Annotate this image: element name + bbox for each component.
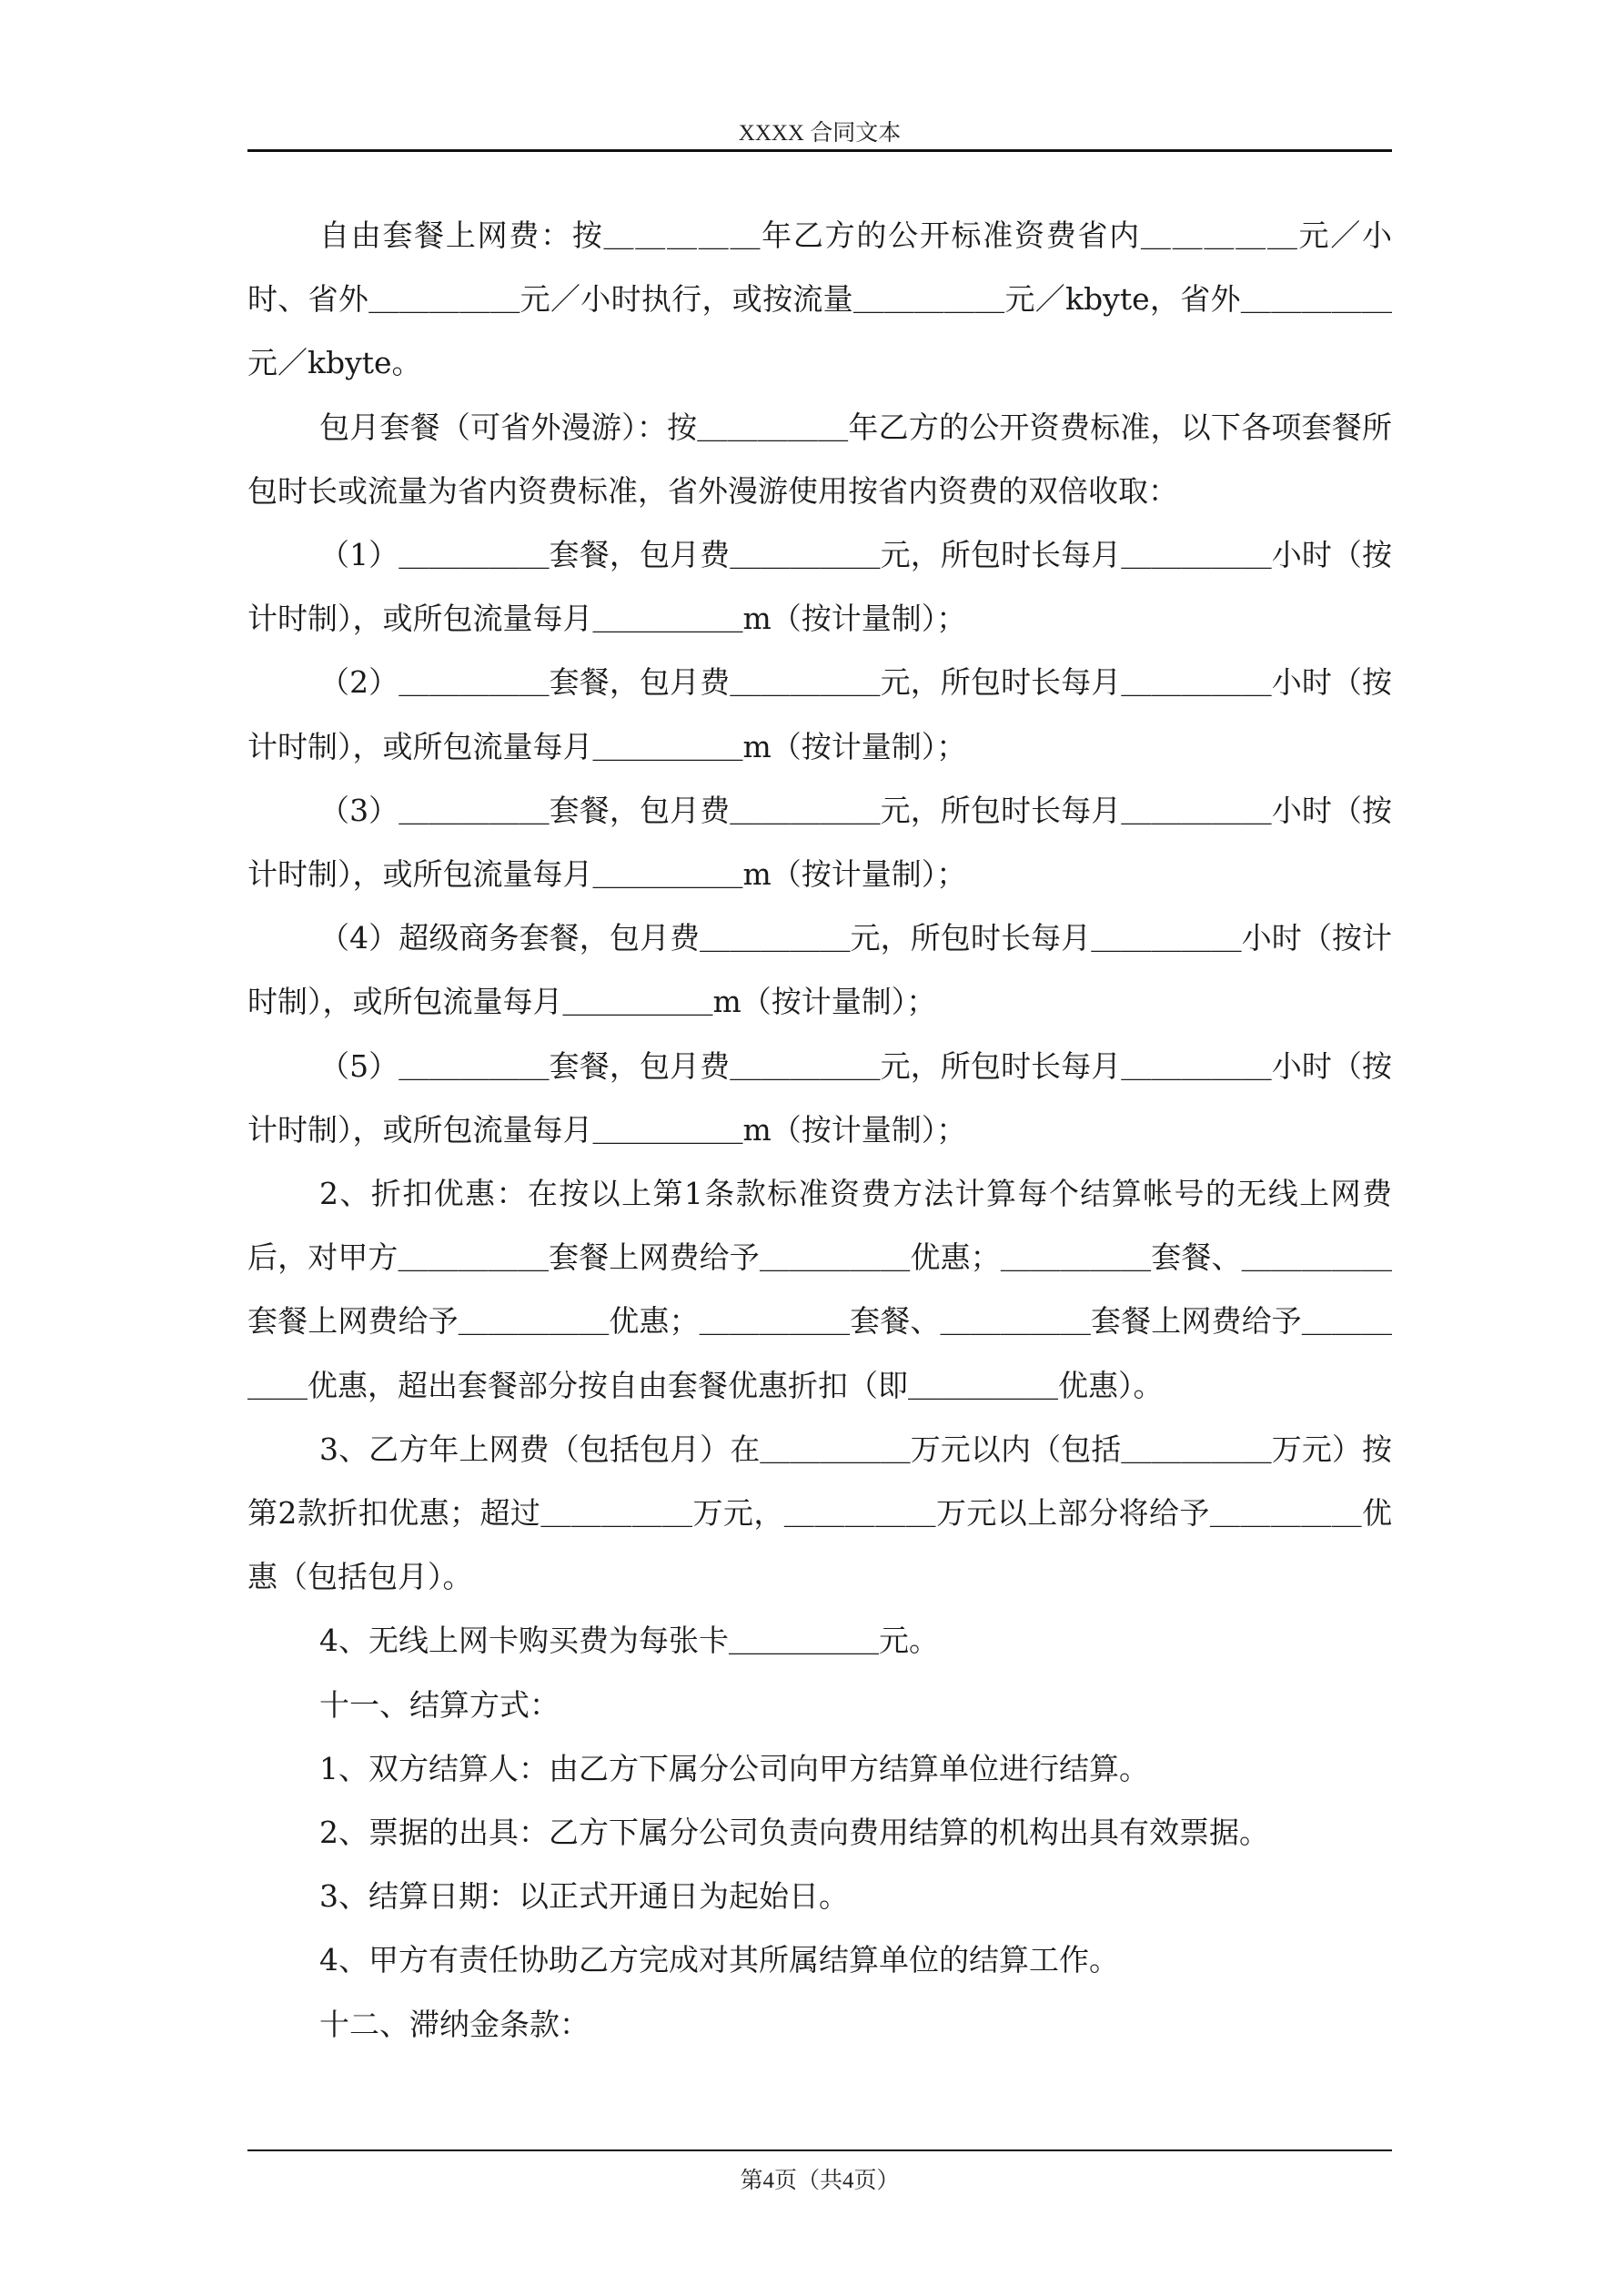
paragraph-plan-item-2: （2）＿＿＿＿＿套餐，包月费＿＿＿＿＿元，所包时长每月＿＿＿＿＿小时（按计时制），或所包流量每月＿＿＿＿＿m（按计量制）； — [247, 664, 1392, 764]
paragraph-discount: 2、折扣优惠：在按以上第1条款标准资费方法计算每个结算帐号的无线上网费后，对甲方＿＿＿＿＿套餐上网费给予＿＿＿＿＿优惠；＿＿＿＿＿套餐、＿＿＿＿＿套餐上网费给予＿＿＿＿＿优惠；＿＿＿＿＿套餐、＿＿＿＿＿套餐上网费给予＿＿＿＿＿优惠，超出套餐部分按自由套餐优惠折扣（即＿＿＿＿＿优惠）。 — [247, 1176, 1392, 1403]
heading-late-fee: 十二、滞纳金条款： — [319, 2006, 590, 2042]
paragraph-plan-item-1: （1）＿＿＿＿＿套餐，包月费＿＿＿＿＿元，所包时长每月＿＿＿＿＿小时（按计时制），或所包流量每月＿＿＿＿＿m（按计量制）； — [247, 537, 1392, 637]
footer-rule — [247, 2149, 1392, 2151]
paragraph-settlement-2: 2、票据的出具：乙方下属分公司负责向费用结算的机构出具有效票据。 — [319, 1815, 1269, 1851]
paragraph-monthly-plan: 包月套餐（可省外漫游）：按＿＿＿＿＿年乙方的公开资费标准，以下各项套餐所包时长或流量为省内资费标准，省外漫游使用按省内资费的双倍收取： — [247, 409, 1392, 509]
paragraph-plan-item-4: （4）超级商务套餐，包月费＿＿＿＿＿元，所包时长每月＿＿＿＿＿小时（按计时制），或所包流量每月＿＿＿＿＿m（按计量制）； — [247, 920, 1392, 1020]
paragraph-plan-item-5: （5）＿＿＿＿＿套餐，包月费＿＿＿＿＿元，所包时长每月＿＿＿＿＿小时（按计时制），或所包流量每月＿＿＿＿＿m（按计量制）； — [247, 1047, 1392, 1148]
page-number: 第4页（共4页） — [740, 2169, 900, 2193]
paragraph-annual-fee: 3、乙方年上网费（包括包月）在＿＿＿＿＿万元以内（包括＿＿＿＿＿万元）按第2款折扣优惠；超过＿＿＿＿＿万元，＿＿＿＿＿万元以上部分将给予＿＿＿＿＿优惠（包括包月）。 — [247, 1431, 1392, 1595]
document-body — [247, 204, 1392, 2057]
paragraph-card-fee: 4、无线上网卡购买费为每张卡＿＿＿＿＿元。 — [319, 1623, 939, 1659]
paragraph-settlement-1: 1、双方结算人：由乙方下属分公司向甲方结算单位进行结算。 — [319, 1750, 1149, 1786]
paragraph-settlement-3: 3、结算日期：以正式开通日为起始日。 — [319, 1878, 849, 1915]
heading-settlement: 十一、结算方式： — [319, 1686, 560, 1723]
paragraph-settlement-4: 4、甲方有责任协助乙方完成对其所属结算单位的结算工作。 — [319, 1942, 1119, 1978]
page-header-title: XXXX 合同文本 — [738, 121, 902, 146]
paragraph-free-plan-fee: 自由套餐上网费：按＿＿＿＿＿年乙方的公开标准资费省内＿＿＿＿＿元／小时、省外＿＿＿＿＿元／小时执行，或按流量＿＿＿＿＿元／kbyte，省外＿＿＿＿＿元／kbyte。 — [247, 217, 1392, 381]
paragraph-plan-item-3: （3）＿＿＿＿＿套餐，包月费＿＿＿＿＿元，所包时长每月＿＿＿＿＿小时（按计时制），或所包流量每月＿＿＿＿＿m（按计量制）； — [247, 792, 1392, 893]
header-rule — [247, 149, 1392, 152]
